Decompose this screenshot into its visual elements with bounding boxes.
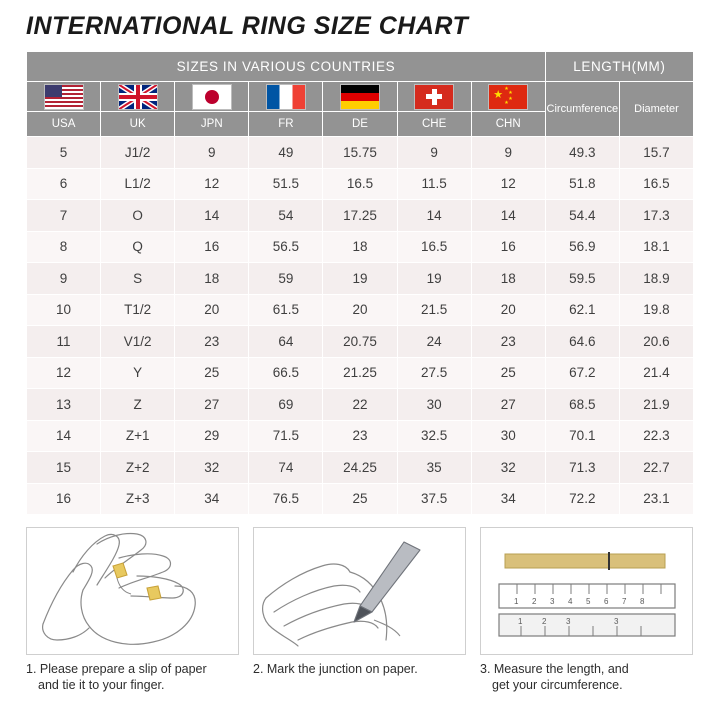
group-header-countries: SIZES IN VARIOUS COUNTRIES — [27, 52, 546, 82]
cell-che: 19 — [397, 263, 471, 295]
table-body — [27, 137, 694, 515]
cell-de: 25 — [323, 483, 397, 515]
flag-cell-che — [397, 82, 471, 112]
cell-usa: 5 — [27, 137, 101, 169]
cell-chn: 34 — [471, 483, 545, 515]
cell-che: 27.5 — [397, 357, 471, 389]
cell-fr: 59 — [249, 263, 323, 295]
cell-circumference: 67.2 — [545, 357, 619, 389]
cell-che: 30 — [397, 389, 471, 421]
cell-fr: 66.5 — [249, 357, 323, 389]
cell-chn: 30 — [471, 420, 545, 452]
cell-fr: 56.5 — [249, 231, 323, 263]
cell-che: 14 — [397, 200, 471, 232]
guide-caption-3 — [480, 655, 693, 693]
svg-text:8: 8 — [640, 597, 645, 606]
ruler-measuring-paper-strip-illustration — [480, 527, 693, 655]
cell-usa: 6 — [27, 168, 101, 200]
cell-uk: S — [101, 263, 175, 295]
measurement-guides — [26, 527, 694, 693]
table-row — [27, 389, 694, 421]
guide-caption-1-line2: and tie it to your finger. — [38, 678, 165, 692]
cell-che: 9 — [397, 137, 471, 169]
cell-che: 11.5 — [397, 168, 471, 200]
cell-fr: 49 — [249, 137, 323, 169]
cell-che: 24 — [397, 326, 471, 358]
svg-text:3: 3 — [614, 617, 619, 626]
cell-diameter: 20.6 — [619, 326, 693, 358]
flag-row — [27, 82, 694, 112]
cell-uk: Z — [101, 389, 175, 421]
cell-chn: 18 — [471, 263, 545, 295]
svg-text:1: 1 — [514, 597, 519, 606]
cell-chn: 27 — [471, 389, 545, 421]
cell-diameter: 23.1 — [619, 483, 693, 515]
cell-jpn: 23 — [175, 326, 249, 358]
cell-diameter: 15.7 — [619, 137, 693, 169]
cell-diameter: 18.1 — [619, 231, 693, 263]
svg-text:4: 4 — [568, 597, 573, 606]
flag-usa-icon — [44, 84, 84, 110]
cell-de: 21.25 — [323, 357, 397, 389]
cell-usa: 7 — [27, 200, 101, 232]
page-title: INTERNATIONAL RING SIZE CHART — [26, 12, 469, 40]
cell-che: 16.5 — [397, 231, 471, 263]
guide-caption-2 — [253, 655, 466, 677]
cell-de: 23 — [323, 420, 397, 452]
svg-text:6: 6 — [604, 597, 609, 606]
cell-uk: Z+2 — [101, 452, 175, 484]
country-label-che: CHE — [397, 112, 471, 137]
cell-de: 20 — [323, 294, 397, 326]
country-label-uk: UK — [101, 112, 175, 137]
cell-circumference: 71.3 — [545, 452, 619, 484]
cell-de: 17.25 — [323, 200, 397, 232]
cell-uk: Q — [101, 231, 175, 263]
cell-diameter: 22.7 — [619, 452, 693, 484]
cell-jpn: 27 — [175, 389, 249, 421]
cell-chn: 20 — [471, 294, 545, 326]
cell-diameter: 17.3 — [619, 200, 693, 232]
group-header-length: LENGTH(MM) — [545, 52, 693, 82]
country-label-jpn: JPN — [175, 112, 249, 137]
cell-de: 18 — [323, 231, 397, 263]
guide-caption-1 — [26, 655, 239, 693]
cell-circumference: 51.8 — [545, 168, 619, 200]
guide-caption-3-line2: get your circumference. — [492, 678, 623, 692]
flag-cell-fr — [249, 82, 323, 112]
flag-china-icon: ★ ★ ★ ★ ★ — [488, 84, 528, 110]
table-row — [27, 200, 694, 232]
length-circumference-header: Circumference — [545, 82, 619, 137]
country-label-chn: CHN — [471, 112, 545, 137]
guide-caption-3-line1: 3. Measure the length, and — [480, 662, 629, 676]
cell-chn: 14 — [471, 200, 545, 232]
guide-step-2 — [253, 527, 466, 693]
hand-with-paper-strip-illustration — [26, 527, 239, 655]
cell-uk: V1/2 — [101, 326, 175, 358]
flag-cell-chn — [471, 82, 545, 112]
cell-diameter: 19.8 — [619, 294, 693, 326]
guide-caption-1-line1: 1. Please prepare a slip of paper — [26, 662, 207, 676]
flag-uk-icon — [118, 84, 158, 110]
cell-circumference: 70.1 — [545, 420, 619, 452]
cell-uk: J1/2 — [101, 137, 175, 169]
table-row — [27, 326, 694, 358]
cell-jpn: 32 — [175, 452, 249, 484]
cell-circumference: 56.9 — [545, 231, 619, 263]
svg-text:5: 5 — [586, 597, 591, 606]
cell-uk: L1/2 — [101, 168, 175, 200]
guide-caption-2-line1: 2. Mark the junction on paper. — [253, 662, 418, 676]
cell-de: 15.75 — [323, 137, 397, 169]
cell-uk: O — [101, 200, 175, 232]
cell-jpn: 16 — [175, 231, 249, 263]
cell-che: 35 — [397, 452, 471, 484]
group-header-row — [27, 52, 694, 82]
length-diameter-header: Diameter — [619, 82, 693, 137]
cell-chn: 25 — [471, 357, 545, 389]
cell-circumference: 59.5 — [545, 263, 619, 295]
flag-japan-icon — [192, 84, 232, 110]
cell-uk: Z+1 — [101, 420, 175, 452]
table-row — [27, 263, 694, 295]
svg-text:1: 1 — [518, 617, 523, 626]
cell-de: 20.75 — [323, 326, 397, 358]
cell-uk: Y — [101, 357, 175, 389]
cell-fr: 71.5 — [249, 420, 323, 452]
flag-cell-usa — [27, 82, 101, 112]
cell-circumference: 54.4 — [545, 200, 619, 232]
hand-marking-paper-with-pen-illustration — [253, 527, 466, 655]
table-row — [27, 420, 694, 452]
table-row — [27, 483, 694, 515]
cell-diameter: 18.9 — [619, 263, 693, 295]
cell-uk: T1/2 — [101, 294, 175, 326]
cell-usa: 12 — [27, 357, 101, 389]
flag-cell-jpn — [175, 82, 249, 112]
svg-text:3: 3 — [550, 597, 555, 606]
flag-cell-uk — [101, 82, 175, 112]
cell-usa: 14 — [27, 420, 101, 452]
ring-size-table — [26, 51, 694, 515]
cell-usa: 10 — [27, 294, 101, 326]
country-label-fr: FR — [249, 112, 323, 137]
cell-che: 37.5 — [397, 483, 471, 515]
svg-text:7: 7 — [622, 597, 627, 606]
cell-jpn: 20 — [175, 294, 249, 326]
cell-de: 16.5 — [323, 168, 397, 200]
flag-cell-de — [323, 82, 397, 112]
cell-circumference: 49.3 — [545, 137, 619, 169]
cell-usa: 11 — [27, 326, 101, 358]
cell-chn: 23 — [471, 326, 545, 358]
cell-chn: 16 — [471, 231, 545, 263]
cell-circumference: 72.2 — [545, 483, 619, 515]
country-label-de: DE — [323, 112, 397, 137]
cell-usa: 9 — [27, 263, 101, 295]
table-row — [27, 294, 694, 326]
cell-jpn: 14 — [175, 200, 249, 232]
cell-chn: 32 — [471, 452, 545, 484]
cell-chn: 12 — [471, 168, 545, 200]
cell-fr: 54 — [249, 200, 323, 232]
cell-jpn: 12 — [175, 168, 249, 200]
guide-step-1 — [26, 527, 239, 693]
cell-jpn: 25 — [175, 357, 249, 389]
table-row — [27, 231, 694, 263]
svg-text:2: 2 — [532, 597, 537, 606]
svg-text:2: 2 — [542, 617, 547, 626]
cell-fr: 69 — [249, 389, 323, 421]
table-row — [27, 452, 694, 484]
cell-jpn: 29 — [175, 420, 249, 452]
cell-diameter: 22.3 — [619, 420, 693, 452]
cell-de: 22 — [323, 389, 397, 421]
guide-step-3 — [480, 527, 693, 693]
cell-che: 32.5 — [397, 420, 471, 452]
cell-de: 24.25 — [323, 452, 397, 484]
cell-fr: 74 — [249, 452, 323, 484]
cell-chn: 9 — [471, 137, 545, 169]
cell-fr: 64 — [249, 326, 323, 358]
cell-usa: 16 — [27, 483, 101, 515]
cell-circumference: 68.5 — [545, 389, 619, 421]
cell-jpn: 34 — [175, 483, 249, 515]
cell-fr: 61.5 — [249, 294, 323, 326]
cell-jpn: 18 — [175, 263, 249, 295]
cell-usa: 15 — [27, 452, 101, 484]
cell-uk: Z+3 — [101, 483, 175, 515]
cell-che: 21.5 — [397, 294, 471, 326]
cell-diameter: 16.5 — [619, 168, 693, 200]
cell-usa: 8 — [27, 231, 101, 263]
table-row — [27, 168, 694, 200]
flag-switzerland-icon — [414, 84, 454, 110]
table-row — [27, 137, 694, 169]
country-label-usa: USA — [27, 112, 101, 137]
flag-germany-icon — [340, 84, 380, 110]
cell-fr: 51.5 — [249, 168, 323, 200]
flag-france-icon — [266, 84, 306, 110]
cell-jpn: 9 — [175, 137, 249, 169]
cell-fr: 76.5 — [249, 483, 323, 515]
cell-circumference: 64.6 — [545, 326, 619, 358]
cell-de: 19 — [323, 263, 397, 295]
cell-diameter: 21.9 — [619, 389, 693, 421]
cell-diameter: 21.4 — [619, 357, 693, 389]
cell-circumference: 62.1 — [545, 294, 619, 326]
table-row — [27, 357, 694, 389]
svg-text:3: 3 — [566, 617, 571, 626]
table-head — [27, 52, 694, 137]
cell-usa: 13 — [27, 389, 101, 421]
